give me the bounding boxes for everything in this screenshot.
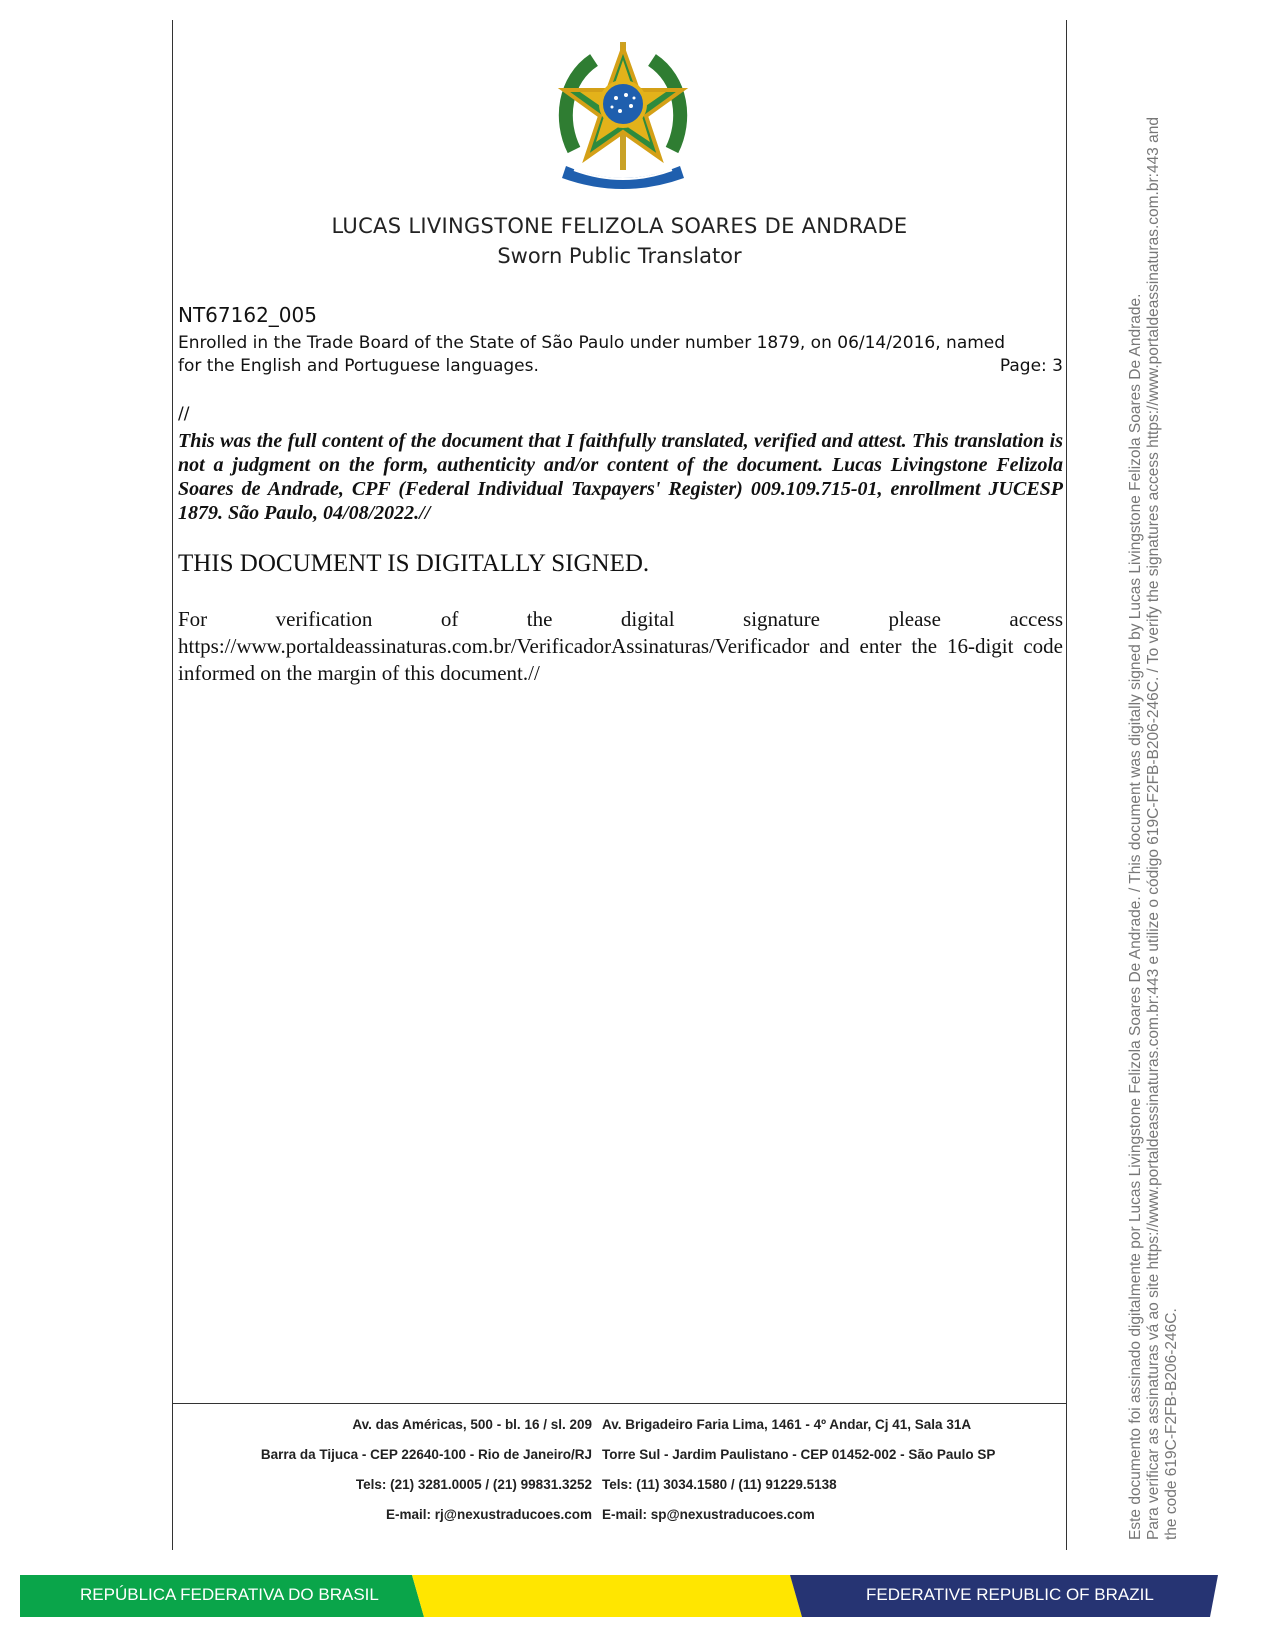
band-label-english: FEDERATIVE REPUBLIC OF BRAZIL bbox=[866, 1585, 1154, 1604]
signature-note-line-1: Este documento foi assinado digitalmente por Lucas Livingstone Felizola Soares De Andrade. / This document was digitally signed by Lucas Livingstone Felizola Soares De Andrade. bbox=[1127, 293, 1144, 1540]
separator-slashes: // bbox=[178, 404, 190, 424]
translator-name: LUCAS LIVINGSTONE FELIZOLA SOARES DE ANDRADE bbox=[331, 214, 908, 238]
attestation-paragraph: This was the full content of the document that I faithfully translated, verified and attest. This translation is not a judgment on the form, authenticity and/or content of the document. Lucas Livingstone Felizola Soares de Andrade, CPF (Federal Individual Taxpayers' Register) 009.109.715-01, enrollment JUCESP 1879. São Paulo, 04/08/2022.// bbox=[178, 430, 1063, 524]
enrollment-languages: for the English and Portuguese languages. bbox=[178, 356, 539, 376]
digitally-signed-notice: THIS DOCUMENT IS DIGITALLY SIGNED. bbox=[178, 550, 650, 577]
footer-divider bbox=[172, 1403, 1067, 1404]
footer-rio-email: E-mail: rj@nexustraducoes.com bbox=[386, 1507, 592, 1522]
signature-note-line-3: the code 619C-F2FB-B206-246C. bbox=[1163, 1308, 1180, 1540]
flag-color-band bbox=[20, 1575, 1220, 1617]
footer-sp-street: Av. Brigadeiro Faria Lima, 1461 - 4º Andar, Cj 41, Sala 31A bbox=[602, 1417, 972, 1432]
footer-rio-phones: Tels: (21) 3281.0005 / (21) 99831.3252 bbox=[355, 1477, 592, 1492]
footer-rio-street: Av. das Américas, 500 - bl. 16 / sl. 209 bbox=[352, 1417, 592, 1432]
signature-margin-note bbox=[1127, 0, 1181, 1540]
footer-sp-email: E-mail: sp@nexustraducoes.com bbox=[602, 1507, 815, 1522]
document-id: NT67162_005 bbox=[178, 303, 317, 327]
enrollment-line-2 bbox=[178, 356, 1063, 376]
footer-rio-city: Barra da Tijuca - CEP 22640-100 - Rio de Janeiro/RJ bbox=[260, 1447, 592, 1462]
enrollment-line-1: Enrolled in the Trade Board of the State of São Paulo under number 1879, on 06/14/2016, named bbox=[178, 333, 1006, 353]
footer-sp-city: Torre Sul - Jardim Paulistano - CEP 01452-002 - São Paulo SP bbox=[602, 1447, 996, 1462]
footer-sp-phones: Tels: (11) 3034.1580 / (11) 91229.5138 bbox=[602, 1477, 837, 1492]
signature-note-line-2: Para verificar as assinaturas vá ao site https://www.portaldeassinaturas.com.br:443 e utilize o código 619C-F2FB-B206-246C. / To verify the signatures access https://www.portaldeassinaturas.com.br:443 and bbox=[1145, 117, 1162, 1540]
band-label-portuguese: REPÚBLICA FEDERATIVA DO BRASIL bbox=[80, 1585, 379, 1604]
brazil-coat-of-arms-icon bbox=[554, 40, 692, 190]
footer-rio-address bbox=[261, 1410, 592, 1530]
verification-paragraph: For verification of the digital signature please access https://www.portaldeassinaturas.com.br/VerificadorAssinaturas/Verificador and enter the 16-digit code informed on the margin of this document.// bbox=[178, 607, 1063, 685]
page-number: Page: 3 bbox=[999, 356, 1063, 376]
footer-saopaulo-address bbox=[602, 1410, 995, 1530]
translator-role: Sworn Public Translator bbox=[497, 244, 742, 268]
